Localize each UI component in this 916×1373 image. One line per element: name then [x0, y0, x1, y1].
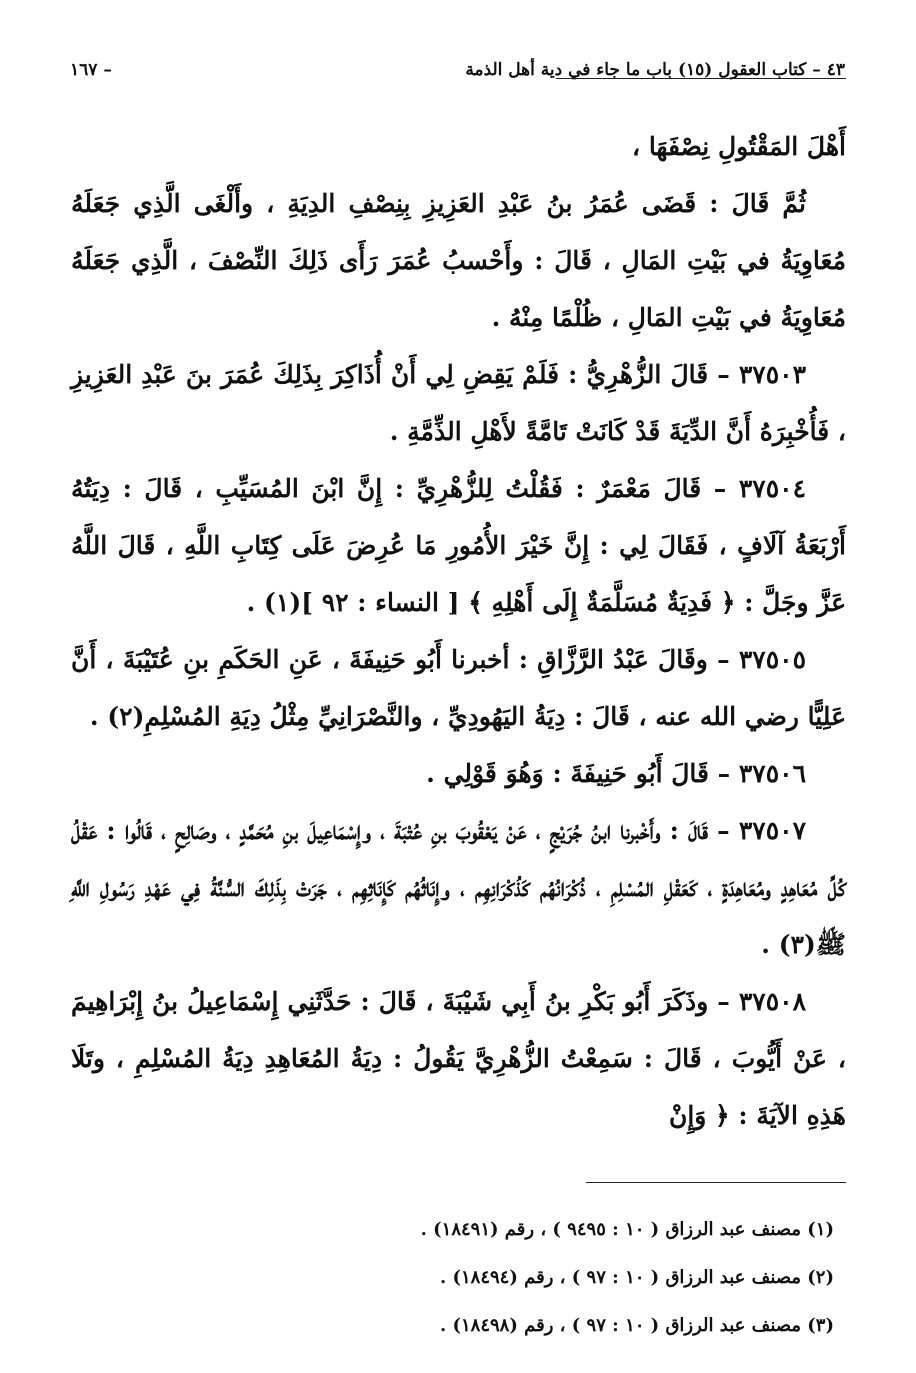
running-header [70, 50, 845, 90]
paragraph-37503: ٣٧٥٠٣ – قَالَ الزُّهْرِيُّ : فَلَمْ يَقِضِ لِي أَنْ أُذَاكِرَ بِذَلِكَ عُمَرَ بنَ عَبْدِ العَزِيزِ ، فَأُخْبِرَهُ أَنَّ الدِّيَةَ قَدْ كَانَتْ تَامَّةً لأَهْلِ الذِّمَّةِ . [71, 360, 846, 446]
paragraph-continuation: أَهْلَ المَقْتُولِ نِصْفَهَا ، [632, 132, 846, 161]
paragraph-umar-ruling: ثُمَّ قَالَ : قَضَى عُمَرُ بنُ عَبْدِ العَزِيزِ بِنِصْفِ الدِيَةِ ، وأَلْغَى الَّذِي جَعَلَهُ مُعَاوِيَةُ في بَيْتِ المَالِ ، قَالَ : وأَحْسبُ عُمَرَ رَأَى ذَلِكَ النِّصْفَ ، الَّذِي جَعَلَهُ مُعَاوِيَةُ في بَيْتِ المَالِ ، ظُلْمًا مِنْهُ . [71, 189, 846, 332]
paragraph-37507: ٣٧٥٠٧ – قَالَ : وأَخْبرنا ابنُ جُرَيْجٍ ، عَنْ يَعْقُوبَ بنِ عُتْبَةَ ، وإِسْمَاعِيلَ بنِ مُحَمَّدٍ ، وصَالِحٍ ، قَالُوا : عَقْلُ كُلِّ مُعَاهِدٍ ومُعَاهِدَةٍ ، كَعَقْلِ المُسْلِمِ ، ذُكْرَانُهُم كَذُكْرَانِهِم ، وإِنَاثُهُم كَإِنَاثِهِم ، جَرَتْ بِذَلِكَ السُّنَّةُ فِي عَهْدِ رَسُولِ اللَّهِ ﷺ(٣) . [71, 816, 846, 959]
header-page-number: – ١٦٧ [70, 60, 112, 80]
header-chapter-title: ٤٣ – كتاب العقول (١٥) باب ما جاء في دية أهل الذمة [465, 60, 845, 80]
paragraph-37505: ٣٧٥٠٥ – وقَالَ عَبْدُ الرَّزَّاقِ : أخبرنا أَبُو حَنِيفَةَ ، عَنِ الحَكَمِ بنِ عُتَيْبَةَ ، أَنَّ عَلِيًّا رضي الله عنه ، قَالَ : دِيَةُ اليَهُودِيِّ ، والنَّصْرَانِيِّ مِثْلُ دِيَةِ المُسْلِمِ(٢) . [71, 645, 846, 731]
footnote-rule [586, 1182, 846, 1183]
footnote-3: (٣) مصنف عبد الرزاق ( ١٠ : ٩٧ ) ، رقم (١٨٤٩٨) . [439, 1315, 834, 1336]
paragraph-37504: ٣٧٥٠٤ – قَالَ مَعْمَرٌ : فَقُلْتُ لِلزُّهْرِيِّ : إِنَّ ابْنَ المُسَيِّبِ ، قَالَ : دِيَتُهُ أَرْبَعَةُ آلَافٍ ، فَقَالَ لِي : إِنَّ خَيْرَ الأُمُورِ مَا عُرِضَ عَلَى كِتَابِ اللَّهِ ، قَالَ اللَّهُ عَزَّ وجَلَّ : ﴿ فَدِيَةٌ مُسَلَّمَةٌ إِلَى أَهْلِهِ ﴾ [ النساء : ٩٢ ](١) . [71, 474, 846, 617]
paragraph-37508: ٣٧٥٠٨ – وذَكَرَ أَبُو بَكْرِ بنُ أَبِي شَيْبَةَ ، قَالَ : حَدَّثَنِي إِسْمَاعِيلُ بنُ إِبْرَاهِيمَ ، عَنْ أَيُّوبَ ، قَالَ : سَمِعْتُ الزُّهْرِيَّ يَقُولُ : دِيَةُ المُعَاهِدِ دِيَةُ المُسْلِمِ ، وتَلَا هَذِهِ الآيَةَ : ﴿ وَإِنْ [71, 987, 846, 1130]
footnote-2: (٢) مصنف عبد الرزاق ( ١٠ : ٩٧ ) ، رقم (١٨٤٩٤) . [439, 1267, 834, 1288]
header-rule [556, 78, 846, 79]
paragraph-37506: ٣٧٥٠٦ – قَالَ أَبُو حَنِيفَةَ : وَهُوَ قَوْلِي . [426, 759, 806, 788]
main-text [71, 118, 846, 1144]
footnote-1: (١) مصنف عبد الرزاق ( ١٠ : ٩٤٩٥ ) ، رقم (١٨٤٩١) . [420, 1219, 834, 1240]
footnotes [74, 1206, 834, 1350]
